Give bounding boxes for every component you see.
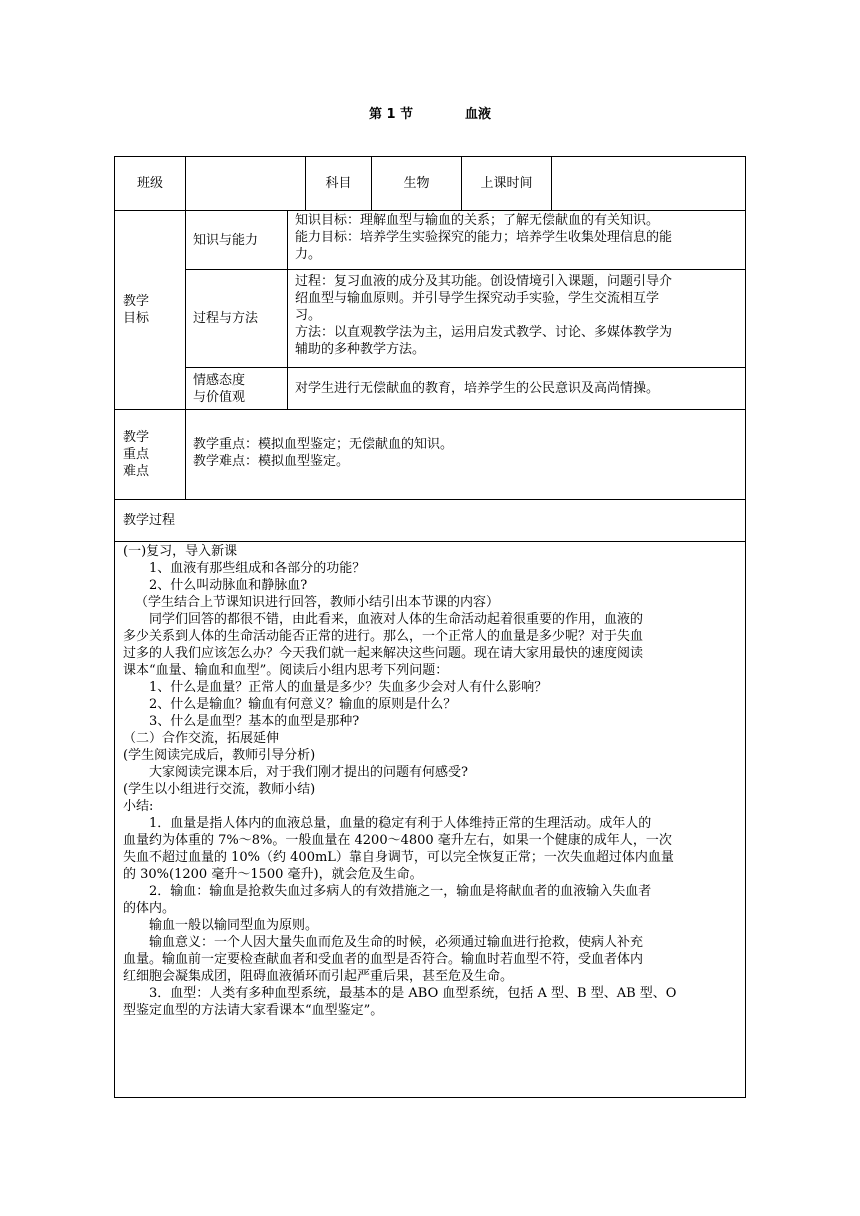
process-method-line: 习。	[295, 308, 322, 323]
key-points-label: 教学 重点 难点	[123, 430, 150, 479]
time-value[interactable]	[552, 157, 745, 210]
process-line: 多少关系到人体的生命活动能否正常的进行。那么，一个正常人的血量是多少呢？对于失血	[123, 629, 644, 644]
emotion-content: 对学生进行无偿献血的教育，培养学生的公民意识及高尚情操。	[295, 381, 660, 396]
process-line: 血量约为体重的 7%～8%。一般血量在 4200～4800 毫升左右，如果一个健康的成年人，一次	[123, 833, 672, 848]
process-line: （学生结合上节课知识进行回答，教师小结引出本节课的内容）	[135, 595, 500, 610]
key-points-content	[193, 436, 741, 470]
key-point-line: 教学难点：模拟血型鉴定。	[193, 454, 350, 469]
process-line: 课本“血量、输血和血型”。阅读后小组内思考下列问题：	[123, 663, 449, 678]
process-line: 过多的人我们应该怎么办？今天我们就一起来解决这些问题。现在请大家用最快的速度阅读	[123, 646, 644, 661]
emotion-label: 情感态度 与价值观	[193, 372, 246, 405]
process-line: (一)复习，导入新课	[123, 544, 238, 559]
process-line: 3、什么是血型？基本的血型是那种?	[149, 714, 360, 729]
process-line: 大家阅读完课本后，对于我们刚才提出的问题有何感受?	[149, 765, 468, 780]
section-name: 血液	[465, 107, 492, 122]
process-line: 血量。输血前一定要检查献血者和受血者的血型是否符合。输血时若血型不符，受血者体内	[123, 952, 644, 967]
process-line: 2．输血：输血是抢救失血过多病人的有效措施之一，输血是将献血者的血液输入失血者	[149, 884, 652, 899]
process-line: 型鉴定血型的方法请大家看课本“血型鉴定”。	[123, 1003, 384, 1018]
process-line: 2、什么叫动脉血和静脉血?	[149, 578, 308, 593]
process-line: 1．血量是指人体内的血液总量，血量的稳定有利于人体维持正常的生理活动。成年人的	[149, 816, 652, 831]
process-line: 输血意义：一个人因大量失血而危及生命的时候，必须通过输血进行抢救，使病人补充	[149, 935, 644, 950]
process-line: （二）合作交流，拓展延伸	[123, 731, 280, 746]
process-line: (学生阅读完成后，教师引导分析)	[123, 748, 316, 763]
process-method-label: 过程与方法	[193, 311, 259, 326]
class-label: 班级	[136, 176, 163, 191]
process-line: 1、什么是血量？正常人的血量是多少？失血多少会对人有什么影响？	[149, 680, 548, 695]
process-line: 1、血液有那些组成和各部分的功能？	[149, 561, 366, 576]
process-line: 失血不超过血量的 10%（约 400mL）靠自身调节，可以完全恢复正常；一次失血超过体内血量	[123, 850, 674, 865]
process-line: 小结:	[123, 799, 154, 814]
process-method-line: 辅助的多种教学方法。	[295, 342, 426, 357]
teaching-process-content	[123, 543, 743, 1019]
process-line: 同学们回答的都很不错，由此看来，血液对人体的生命活动起着很重要的作用，血液的	[149, 612, 644, 627]
subject-value: 生物	[403, 176, 430, 191]
knowledge-label: 知识与能力	[193, 232, 259, 248]
knowledge-content	[295, 212, 743, 263]
process-method-line: 绍血型与输血原则。并引导学生探究动手实验，学生交流相互学	[295, 291, 660, 306]
process-method-content	[295, 273, 743, 358]
process-method-line: 过程：复习血液的成分及其功能。创设情境引入课题，问题引导介	[295, 274, 673, 289]
section-number: 第 1 节	[368, 107, 414, 122]
process-line: 2、什么是输血？输血有何意义？输血的原则是什么？	[149, 697, 457, 712]
subject-label: 科目	[325, 176, 352, 191]
process-line: 红细胞会凝集成团，阻碍血液循环而引起严重后果，甚至危及生命。	[123, 969, 514, 984]
page-title	[0, 103, 860, 122]
knowledge-line: 力。	[295, 247, 322, 262]
process-line: (学生以小组进行交流，教师小结)	[123, 782, 316, 797]
time-label: 上课时间	[480, 176, 533, 191]
key-point-line: 教学重点：模拟血型鉴定；无偿献血的知识。	[193, 437, 454, 452]
process-line: 输血一般以输同型血为原则。	[149, 918, 319, 933]
process-line: 3．血型：人类有多种血型系统，最基本的是 ABO 血型系统，包括 A 型、B 型、AB 型、O	[149, 986, 677, 1001]
process-line: 的体内。	[123, 901, 176, 916]
lesson-plan-table	[114, 156, 746, 1098]
knowledge-line: 能力目标：培养学生实验探究的能力；培养学生收集处理信息的能	[295, 230, 673, 245]
knowledge-line: 知识目标：理解血型与输血的关系；了解无偿献血的有关知识。	[295, 213, 660, 228]
objectives-label: 教学 目标	[123, 294, 150, 326]
process-line: 的 30%(1200 毫升～1500 毫升)，就会危及生命。	[123, 867, 423, 882]
teaching-process-label: 教学过程	[123, 513, 176, 528]
process-method-line: 方法：以直观教学法为主，运用启发式教学、讨论、多媒体教学为	[295, 325, 673, 340]
class-value[interactable]	[186, 157, 305, 210]
